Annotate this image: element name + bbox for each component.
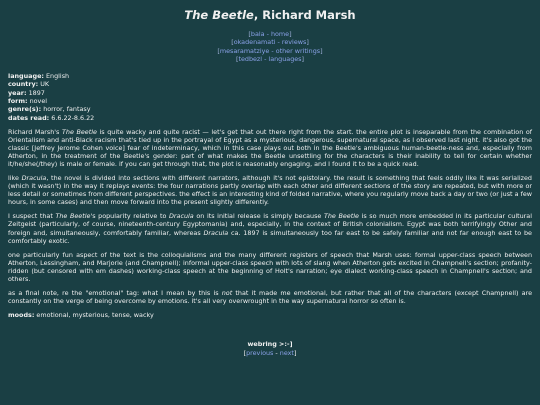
book-title: The Beetle (184, 8, 254, 22)
emphasis: not (221, 288, 233, 297)
language-label: language: (8, 71, 44, 80)
review-paragraph: one particularly fun aspect of the text is the colloquialisms and the many different registers of speech that Marsh uses: formal upper-class speech between Atherton, Lessingham, and Marjorie (and Champnell); informal upper-class speech with lots of slang when Atherton gets excited in Champnell's section; profanity-ridden (but censored with em dashes) working-class speech at the beginning of Holt's narration; eye dialect working-class speech in Champnell's section; and others. (8, 250, 532, 283)
text-run: Richard Marsh's (8, 127, 62, 136)
review-page (8, 0, 532, 405)
text-run: as a final note, re the "emotional" tag: what I mean by this is (8, 288, 222, 297)
review-paragraph (8, 174, 532, 206)
genres-value: horror, fantasy (41, 105, 91, 114)
book-title-ref: The Beetle (323, 212, 359, 221)
nav-item-reviews (8, 38, 532, 47)
text-run: ca. 1897 is simultaneously too far east to be safely familiar and not far enough east to be comfortably exotic. (8, 228, 532, 245)
bracket: ] (301, 55, 305, 64)
reviews-link[interactable]: okadenamati - reviews (233, 38, 307, 47)
webring-label: webring >:-] (247, 340, 293, 348)
webring-footer (8, 340, 532, 358)
country-row (8, 80, 532, 88)
form-label: form: (8, 96, 28, 105)
text-run: like (8, 174, 22, 183)
nav-item-languages (8, 55, 532, 64)
review-paragraph (8, 128, 532, 168)
bracket: [ (217, 46, 220, 55)
bracket: [ (231, 38, 234, 47)
genres-label: genre(s): (8, 105, 42, 114)
bracket: [ (235, 55, 239, 64)
text-run: , the novel is divided into sections with different narrators, although it's not epistolary. the result is something that feels oddly like it was serialized (which it wasn't) in the way it replays events: the four narrations partly overlap with each other and different sections of the story are repeated, but with more or less detail or sometimes from different perspectives. the effect is an interesting kind of folded narrative, where you regularly move back a day or two (or just a few hours, in some cases) and then move forward into the present slightly differently. (8, 174, 532, 207)
text-run: that it made me emotional, but rather that all of the characters (except Champnell) are constantly on the verge of being overcome by emotions. it's all very overwrought in the way supernatural horror so often is. (8, 288, 532, 305)
genres-row (8, 105, 532, 113)
page-title (8, 9, 532, 23)
author-name: Richard Marsh (262, 8, 356, 22)
moods-value: emotional, mysterious, tense, wacky (34, 311, 154, 320)
home-link[interactable]: bala - home (250, 29, 290, 38)
review-paragraph (8, 212, 532, 244)
other-writings-link[interactable]: mesaramatziye - other writings (219, 46, 321, 55)
languages-link[interactable]: tedbezl - languages (238, 55, 302, 64)
text-run: is so much more embedded in its particular cultural Zeitgeist (particularly, of course, nineteenth-century Egyptomania) and, especially, in the context of British colonialism. Egypt was both terrifyingly Other and foreign and, simultaneously, comfortably familiar, whereas (8, 212, 532, 237)
book-metadata (8, 72, 532, 122)
site-navigation (8, 30, 532, 64)
book-title-ref: Dracula (169, 212, 194, 221)
moods-line (8, 311, 532, 319)
moods-label: moods: (8, 311, 35, 320)
previous-link[interactable]: previous (246, 348, 274, 357)
country-value: UK (38, 80, 50, 89)
bracket: [ (248, 29, 251, 38)
bracket: ] (293, 348, 297, 357)
book-title-ref: The Beetle (55, 212, 91, 221)
language-value: English (43, 71, 70, 80)
bracket: ] (320, 46, 323, 55)
title-separator: , (253, 8, 263, 22)
text-run: on its initial release is simply because (193, 212, 324, 221)
dates-read-row (8, 114, 532, 122)
year-label: year: (8, 88, 27, 97)
book-title-ref: Dracula (203, 228, 229, 237)
next-link[interactable]: next (279, 348, 294, 357)
review-paragraph (8, 289, 532, 305)
year-value: 1897 (26, 88, 45, 97)
dates-read-value: 6.6.22-8.6.22 (49, 113, 95, 122)
text-run: I suspect that (8, 212, 56, 221)
form-value: novel (27, 96, 48, 105)
bracket: [ (243, 348, 247, 357)
text-run: 's popularity relative to (90, 212, 169, 221)
webring-separator: - (273, 348, 280, 357)
form-row (8, 97, 532, 105)
bracket: ] (289, 29, 292, 38)
year-row (8, 89, 532, 97)
webring-navigation (8, 349, 532, 358)
country-label: country: (8, 80, 39, 89)
bracket: ] (306, 38, 309, 47)
text-run: is quite wacky and quite racist — let's get that out there right from the start. the entire plot is inseparable from the combination of Orientalism and anti-Black racism that's tied up in the portrayal of Egypt as a mysterious, dangerous, supernatural space, as I observed last night. it's also got the classic [Jeffrey Jerome Cohen voice] fear of indeterminacy, which in this case plays out both in the Beetle's ambiguous human-beetle-ness and, especially from Atherton, in the treatment of the Beetle's gender: part of what makes the Beetle unsettling for the characters is their inability to tell for certain whether it/he/she(/they) is male or female. if you can get through that, the plot is reasonably engaging, and I found it to be a quick read. (8, 127, 532, 169)
nav-item-home (8, 30, 532, 39)
language-row (8, 72, 532, 80)
book-title-ref: Dracula (21, 174, 47, 183)
book-title-ref: The Beetle (61, 127, 97, 136)
dates-read-label: dates read: (8, 113, 50, 122)
nav-item-writings (8, 47, 532, 56)
